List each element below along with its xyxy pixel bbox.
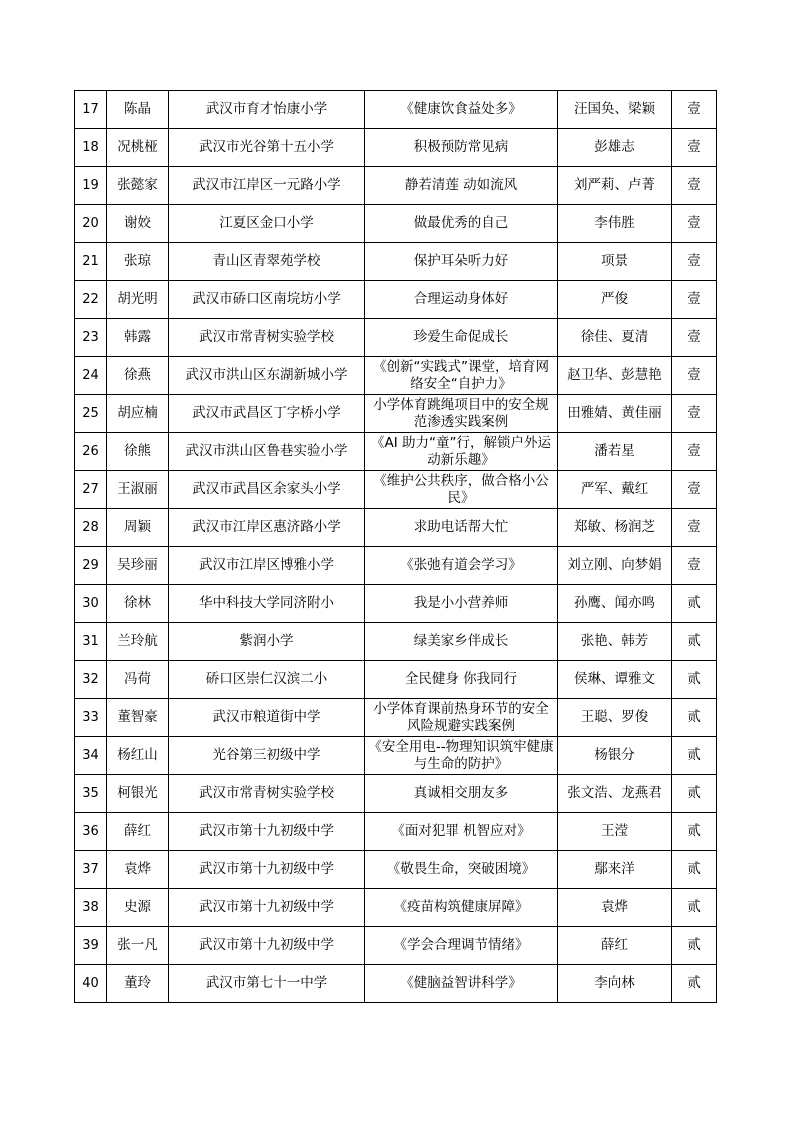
student-name-cell: 薛红 — [107, 813, 169, 851]
award-grade-cell: 壹 — [672, 129, 717, 167]
row-number-cell: 34 — [75, 737, 107, 775]
teacher-cell: 袁烨 — [558, 889, 672, 927]
school-cell: 武汉市第十九初级中学 — [169, 813, 365, 851]
award-grade-cell: 贰 — [672, 813, 717, 851]
work-title-cell: 《创新“实践式”课堂，培育网络安全“自护力》 — [365, 357, 558, 395]
work-title-cell: 我是小小营养师 — [365, 585, 558, 623]
school-cell: 武汉市第七十一中学 — [169, 965, 365, 1003]
award-grade-cell: 贰 — [672, 851, 717, 889]
work-title-cell: 《敬畏生命，突破困境》 — [365, 851, 558, 889]
award-grade-cell: 壹 — [672, 433, 717, 471]
row-number-cell: 21 — [75, 243, 107, 281]
award-grade-cell: 壹 — [672, 509, 717, 547]
row-number-cell: 29 — [75, 547, 107, 585]
row-number-cell: 18 — [75, 129, 107, 167]
work-title-cell: 《张弛有道会学习》 — [365, 547, 558, 585]
work-title-cell: 《健脑益智讲科学》 — [365, 965, 558, 1003]
school-cell: 武汉市育才怡康小学 — [169, 91, 365, 129]
student-name-cell: 吴珍丽 — [107, 547, 169, 585]
student-name-cell: 徐林 — [107, 585, 169, 623]
student-name-cell: 况桃桠 — [107, 129, 169, 167]
row-number-cell: 28 — [75, 509, 107, 547]
school-cell: 武汉市常青树实验学校 — [169, 775, 365, 813]
work-title-cell: 合理运动身体好 — [365, 281, 558, 319]
student-name-cell: 徐熊 — [107, 433, 169, 471]
row-number-cell: 38 — [75, 889, 107, 927]
award-grade-cell: 壹 — [672, 319, 717, 357]
work-title-cell: 《AI 助力“童”行，解锁户外运动新乐趣》 — [365, 433, 558, 471]
table-row — [75, 205, 717, 243]
student-name-cell: 袁烨 — [107, 851, 169, 889]
table-row — [75, 167, 717, 205]
teacher-cell: 徐佳、夏清 — [558, 319, 672, 357]
school-cell: 武汉市第十九初级中学 — [169, 851, 365, 889]
student-name-cell: 史源 — [107, 889, 169, 927]
work-title-cell: 《学会合理调节情绪》 — [365, 927, 558, 965]
table-row — [75, 433, 717, 471]
teacher-cell: 孙鹰、闻亦鸣 — [558, 585, 672, 623]
work-title-cell: 积极预防常见病 — [365, 129, 558, 167]
school-cell: 武汉市粮道街中学 — [169, 699, 365, 737]
table-row — [75, 547, 717, 585]
award-grade-cell: 壹 — [672, 281, 717, 319]
awards-table-body — [75, 91, 717, 1003]
school-cell: 武汉市武昌区丁字桥小学 — [169, 395, 365, 433]
row-number-cell: 20 — [75, 205, 107, 243]
table-row — [75, 623, 717, 661]
teacher-cell: 赵卫华、彭慧艳 — [558, 357, 672, 395]
work-title-cell: 珍爱生命促成长 — [365, 319, 558, 357]
row-number-cell: 19 — [75, 167, 107, 205]
teacher-cell: 刘立刚、向梦娟 — [558, 547, 672, 585]
teacher-cell: 刘严莉、卢菁 — [558, 167, 672, 205]
table-row — [75, 813, 717, 851]
teacher-cell: 严俊 — [558, 281, 672, 319]
table-row — [75, 395, 717, 433]
school-cell: 青山区青翠苑学校 — [169, 243, 365, 281]
work-title-cell: 做最优秀的自己 — [365, 205, 558, 243]
school-cell: 紫润小学 — [169, 623, 365, 661]
teacher-cell: 田雅婧、黄佳丽 — [558, 395, 672, 433]
school-cell: 江夏区金口小学 — [169, 205, 365, 243]
teacher-cell: 潘若星 — [558, 433, 672, 471]
row-number-cell: 35 — [75, 775, 107, 813]
school-cell: 武汉市江岸区惠济路小学 — [169, 509, 365, 547]
award-grade-cell: 壹 — [672, 547, 717, 585]
teacher-cell: 李伟胜 — [558, 205, 672, 243]
table-row — [75, 889, 717, 927]
work-title-cell: 《健康饮食益处多》 — [365, 91, 558, 129]
school-cell: 硚口区崇仁汉滨二小 — [169, 661, 365, 699]
student-name-cell: 陈晶 — [107, 91, 169, 129]
teacher-cell: 项景 — [558, 243, 672, 281]
work-title-cell: 《面对犯罪 机智应对》 — [365, 813, 558, 851]
school-cell: 武汉市第十九初级中学 — [169, 889, 365, 927]
award-grade-cell: 贰 — [672, 965, 717, 1003]
table-row — [75, 585, 717, 623]
row-number-cell: 25 — [75, 395, 107, 433]
teacher-cell: 杨银分 — [558, 737, 672, 775]
award-grade-cell: 贰 — [672, 585, 717, 623]
student-name-cell: 周颖 — [107, 509, 169, 547]
award-grade-cell: 壹 — [672, 91, 717, 129]
work-title-cell: 保护耳朵听力好 — [365, 243, 558, 281]
award-grade-cell: 贰 — [672, 623, 717, 661]
award-grade-cell: 贰 — [672, 661, 717, 699]
table-row — [75, 661, 717, 699]
school-cell: 武汉市光谷第十五小学 — [169, 129, 365, 167]
student-name-cell: 董玲 — [107, 965, 169, 1003]
student-name-cell: 谢姣 — [107, 205, 169, 243]
teacher-cell: 汪国奂、梁颖 — [558, 91, 672, 129]
school-cell: 武汉市第十九初级中学 — [169, 927, 365, 965]
teacher-cell: 侯琳、谭雅文 — [558, 661, 672, 699]
table-row — [75, 319, 717, 357]
student-name-cell: 柯银光 — [107, 775, 169, 813]
row-number-cell: 17 — [75, 91, 107, 129]
student-name-cell: 张琼 — [107, 243, 169, 281]
student-name-cell: 王淑丽 — [107, 471, 169, 509]
award-grade-cell: 壹 — [672, 395, 717, 433]
table-row — [75, 927, 717, 965]
school-cell: 武汉市武昌区余家头小学 — [169, 471, 365, 509]
work-title-cell: 《疫苗构筑健康屏障》 — [365, 889, 558, 927]
table-row — [75, 965, 717, 1003]
row-number-cell: 31 — [75, 623, 107, 661]
teacher-cell: 郑敏、杨润芝 — [558, 509, 672, 547]
row-number-cell: 22 — [75, 281, 107, 319]
student-name-cell: 兰玲航 — [107, 623, 169, 661]
award-grade-cell: 壹 — [672, 167, 717, 205]
row-number-cell: 23 — [75, 319, 107, 357]
teacher-cell: 李向林 — [558, 965, 672, 1003]
student-name-cell: 董智豪 — [107, 699, 169, 737]
table-row — [75, 357, 717, 395]
row-number-cell: 39 — [75, 927, 107, 965]
row-number-cell: 37 — [75, 851, 107, 889]
teacher-cell: 薛红 — [558, 927, 672, 965]
work-title-cell: 小学体育课前热身环节的安全风险规避实践案例 — [365, 699, 558, 737]
table-row — [75, 699, 717, 737]
school-cell: 华中科技大学同济附小 — [169, 585, 365, 623]
student-name-cell: 冯荷 — [107, 661, 169, 699]
awards-table — [74, 90, 717, 1003]
work-title-cell: 《安全用电--物理知识筑牢健康与生命的防护》 — [365, 737, 558, 775]
student-name-cell: 胡光明 — [107, 281, 169, 319]
student-name-cell: 张懿家 — [107, 167, 169, 205]
row-number-cell: 33 — [75, 699, 107, 737]
teacher-cell: 王聪、罗俊 — [558, 699, 672, 737]
award-grade-cell: 贰 — [672, 737, 717, 775]
teacher-cell: 张文浩、龙燕君 — [558, 775, 672, 813]
school-cell: 武汉市硚口区南垸坊小学 — [169, 281, 365, 319]
table-row — [75, 129, 717, 167]
row-number-cell: 32 — [75, 661, 107, 699]
row-number-cell: 40 — [75, 965, 107, 1003]
teacher-cell: 鄢来洋 — [558, 851, 672, 889]
table-row — [75, 471, 717, 509]
school-cell: 光谷第三初级中学 — [169, 737, 365, 775]
award-grade-cell: 壹 — [672, 357, 717, 395]
table-row — [75, 737, 717, 775]
school-cell: 武汉市洪山区鲁巷实验小学 — [169, 433, 365, 471]
table-row — [75, 509, 717, 547]
award-grade-cell: 贰 — [672, 889, 717, 927]
work-title-cell: 真诚相交朋友多 — [365, 775, 558, 813]
row-number-cell: 24 — [75, 357, 107, 395]
award-grade-cell: 贰 — [672, 927, 717, 965]
table-row — [75, 91, 717, 129]
table-row — [75, 851, 717, 889]
row-number-cell: 36 — [75, 813, 107, 851]
award-grade-cell: 贰 — [672, 775, 717, 813]
student-name-cell: 胡应楠 — [107, 395, 169, 433]
student-name-cell: 韩露 — [107, 319, 169, 357]
work-title-cell: 绿美家乡伴成长 — [365, 623, 558, 661]
teacher-cell: 张艳、韩芳 — [558, 623, 672, 661]
student-name-cell: 徐燕 — [107, 357, 169, 395]
work-title-cell: 小学体育跳绳项目中的安全规范渗透实践案例 — [365, 395, 558, 433]
student-name-cell: 杨红山 — [107, 737, 169, 775]
work-title-cell: 求助电话帮大忙 — [365, 509, 558, 547]
school-cell: 武汉市江岸区一元路小学 — [169, 167, 365, 205]
school-cell: 武汉市江岸区博雅小学 — [169, 547, 365, 585]
student-name-cell: 张一凡 — [107, 927, 169, 965]
award-grade-cell: 壹 — [672, 243, 717, 281]
table-row — [75, 243, 717, 281]
school-cell: 武汉市常青树实验学校 — [169, 319, 365, 357]
award-grade-cell: 贰 — [672, 699, 717, 737]
work-title-cell: 静若清莲 动如流风 — [365, 167, 558, 205]
row-number-cell: 26 — [75, 433, 107, 471]
row-number-cell: 30 — [75, 585, 107, 623]
award-grade-cell: 壹 — [672, 471, 717, 509]
row-number-cell: 27 — [75, 471, 107, 509]
teacher-cell: 严军、戴红 — [558, 471, 672, 509]
teacher-cell: 彭雄志 — [558, 129, 672, 167]
school-cell: 武汉市洪山区东湖新城小学 — [169, 357, 365, 395]
table-row — [75, 775, 717, 813]
work-title-cell: 《维护公共秩序，做合格小公民》 — [365, 471, 558, 509]
award-grade-cell: 壹 — [672, 205, 717, 243]
teacher-cell: 王滢 — [558, 813, 672, 851]
table-row — [75, 281, 717, 319]
work-title-cell: 全民健身 你我同行 — [365, 661, 558, 699]
